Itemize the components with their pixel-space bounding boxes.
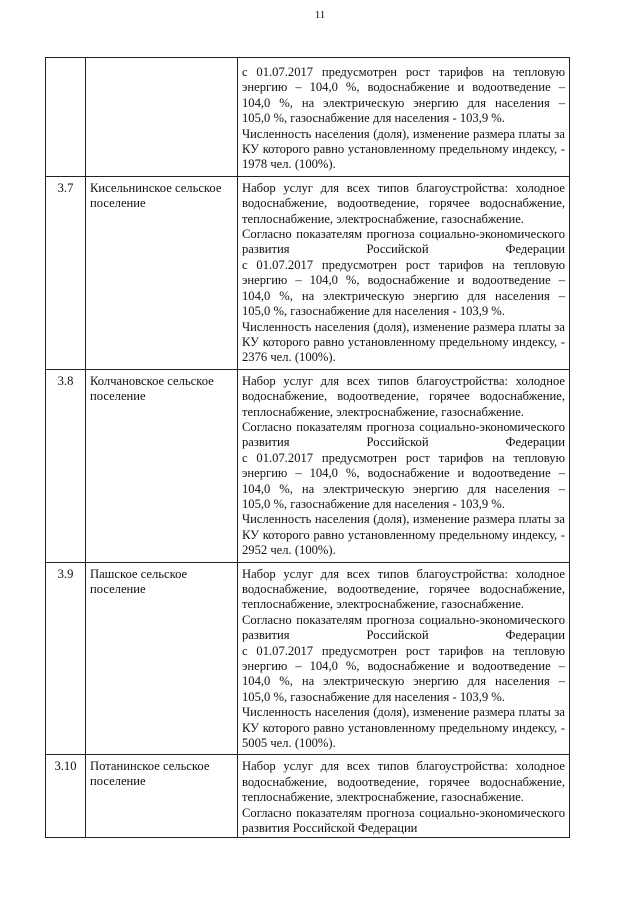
row-number (46, 58, 86, 177)
description-line: 104,0 %, на электрическую энергию для населения – (242, 288, 565, 303)
description-line: КУ которого равно установленному предельному индексу, - (242, 334, 565, 349)
description-line: 1978 чел. (100%). (242, 157, 336, 172)
description-line: развития Российской Федерации (242, 821, 418, 836)
table-row (46, 176, 570, 369)
description-line: КУ которого равно установленному предельному индексу, - (242, 720, 565, 735)
settlement-name-line: поселение (90, 581, 146, 596)
settlement-name-line: Пашское сельское (90, 566, 188, 581)
description-line: теплоснабжение, электроснабжение, газоснабжение. (242, 404, 524, 419)
description-line: Согласно показателям прогноза социально-экономического (242, 612, 565, 627)
description-line: теплоснабжение, электроснабжение, газоснабжение. (242, 790, 524, 805)
description-line: Согласно показателям прогноза социально-экономического (242, 805, 565, 820)
table-row (46, 369, 570, 562)
settlement-name (86, 58, 238, 177)
description-line: КУ которого равно установленному предельному индексу, - (242, 142, 565, 157)
services-description (238, 58, 570, 177)
services-description (238, 176, 570, 369)
description-line: Набор услуг для всех типов благоустройства: холодное (242, 566, 565, 581)
settlement-name-line: Кисельнинское сельское (90, 180, 222, 195)
description-line: энергию – 104,0 %, водоснабжение и водоотведение – (242, 659, 565, 674)
description-line: с 01.07.2017 предусмотрен рост тарифов на тепловую (242, 257, 565, 272)
settlement-name (86, 755, 238, 837)
description-line: 104,0 %, на электрическую энергию для населения – (242, 481, 565, 496)
description-line: Набор услуг для всех типов благоустройства: холодное (242, 373, 565, 388)
description-line: энергию – 104,0 %, водоснабжение и водоотведение – (242, 80, 565, 95)
settlement-name (86, 369, 238, 562)
description-line: водоснабжение, водоотведение, горячее водоснабжение, (242, 774, 565, 789)
description-line: Набор услуг для всех типов благоустройства: холодное (242, 180, 565, 195)
description-line: водоснабжение, водоотведение, горячее водоснабжение, (242, 196, 565, 211)
services-description (238, 755, 570, 837)
description-line: Численность населения (доля), изменение размера платы за (242, 705, 565, 720)
table-row (46, 58, 570, 177)
description-line: водоснабжение, водоотведение, горячее водоснабжение, (242, 389, 565, 404)
description-line: 2376 чел. (100%). (242, 350, 336, 365)
description-line: развития Российской Федерации (242, 628, 565, 643)
page-number: 11 (314, 9, 326, 21)
description-line: КУ которого равно установленному предельному индексу, - (242, 527, 565, 542)
description-line: 104,0 %, на электрическую энергию для населения – (242, 95, 565, 110)
row-number: 3.8 (46, 369, 86, 562)
services-description (238, 562, 570, 755)
description-line: Набор услуг для всех типов благоустройства: холодное (242, 759, 565, 774)
description-line: теплоснабжение, электроснабжение, газоснабжение. (242, 211, 524, 226)
tariff-table (45, 57, 570, 838)
description-line: с 01.07.2017 предусмотрен рост тарифов на тепловую (242, 643, 565, 658)
settlement-name-line: Потанинское сельское (90, 759, 210, 774)
settlement-name-line: поселение (90, 195, 146, 210)
table-row (46, 562, 570, 755)
description-line: 105,0 %, газоснабжение для населения - 103,9 %. (242, 689, 505, 704)
description-line: Численность населения (доля), изменение размера платы за (242, 319, 565, 334)
description-line: 5005 чел. (100%). (242, 736, 336, 751)
settlement-name (86, 562, 238, 755)
description-line: 105,0 %, газоснабжение для населения - 103,9 %. (242, 304, 505, 319)
description-line: Численность населения (доля), изменение размера платы за (242, 126, 565, 141)
settlement-name-line: поселение (90, 388, 146, 403)
description-line: 105,0 %, газоснабжение для населения - 103,9 %. (242, 111, 505, 126)
settlement-name (86, 176, 238, 369)
table-row (46, 755, 570, 837)
description-line: теплоснабжение, электроснабжение, газоснабжение. (242, 597, 524, 612)
description-line: Согласно показателям прогноза социально-экономического (242, 227, 565, 242)
description-line: 2952 чел. (100%). (242, 543, 336, 558)
description-line: энергию – 104,0 %, водоснабжение и водоотведение – (242, 466, 565, 481)
description-line: 104,0 %, на электрическую энергию для населения – (242, 674, 565, 689)
description-line: 105,0 %, газоснабжение для населения - 103,9 %. (242, 496, 505, 511)
description-line: водоснабжение, водоотведение, горячее водоснабжение, (242, 582, 565, 596)
settlement-name-line: Колчановское сельское (90, 373, 214, 388)
settlement-name-line: поселение (90, 774, 146, 789)
table-body (46, 58, 570, 838)
row-number: 3.9 (46, 562, 86, 755)
description-line: Согласно показателям прогноза социально-экономического (242, 419, 565, 434)
row-number: 3.7 (46, 176, 86, 369)
description-line: развития Российской Федерации (242, 242, 565, 257)
description-line: энергию – 104,0 %, водоснабжение и водоотведение – (242, 273, 565, 288)
description-line: развития Российской Федерации (242, 435, 565, 450)
description-line: с 01.07.2017 предусмотрен рост тарифов на тепловую (242, 65, 565, 79)
description-line: с 01.07.2017 предусмотрен рост тарифов на тепловую (242, 450, 565, 465)
services-description (238, 369, 570, 562)
description-line: Численность населения (доля), изменение размера платы за (242, 512, 565, 527)
row-number: 3.10 (46, 755, 86, 837)
